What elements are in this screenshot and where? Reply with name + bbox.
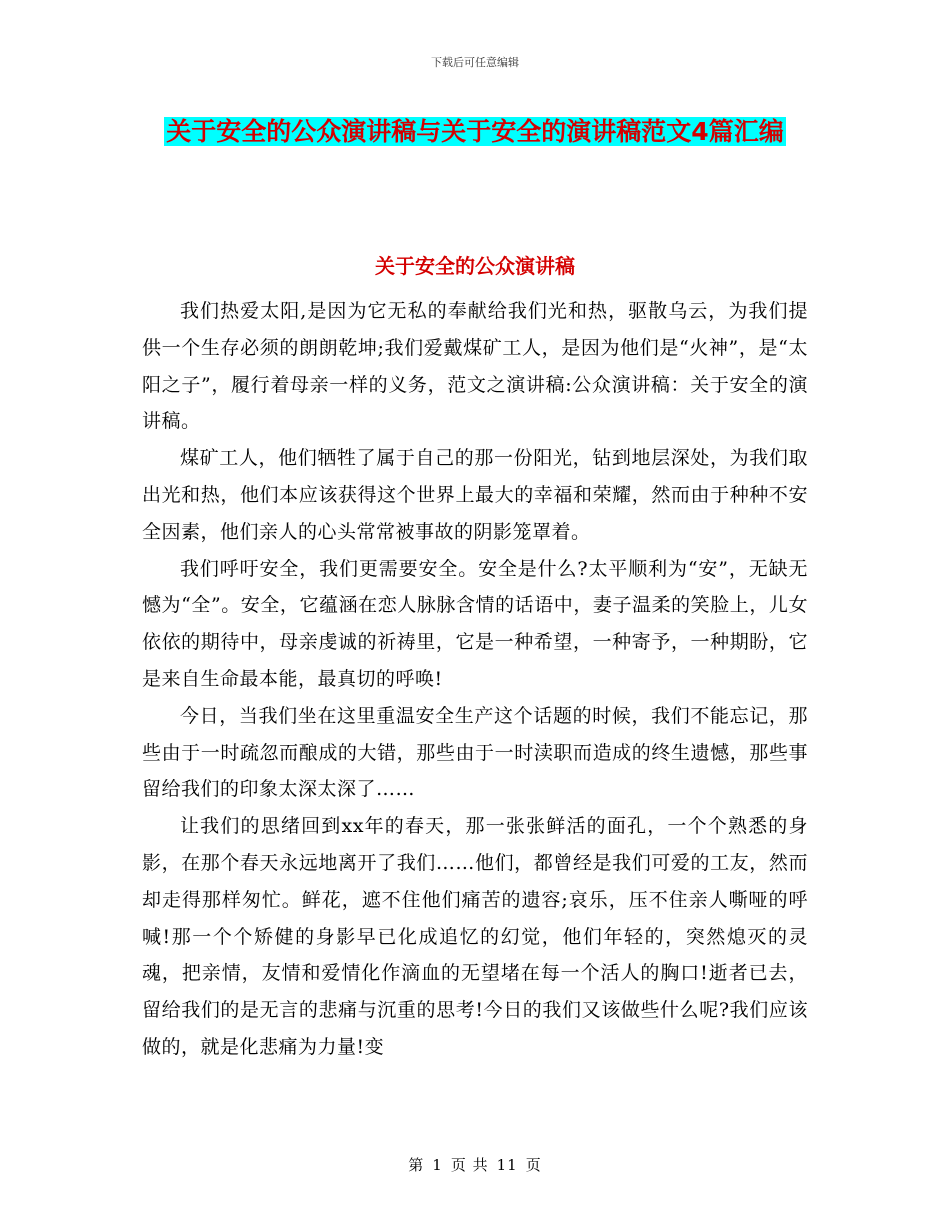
page-total: 11 <box>496 1156 518 1174</box>
document-title-text: 关于安全的公众演讲稿与关于安全的演讲稿范文4篇汇编 <box>166 117 784 146</box>
paragraph: 让我们的思绪回到xx年的春天，那一张张鲜活的面孔，一个个熟悉的身影，在那个春天永远地离开了我们……他们，都曾经是我们可爱的工友，然而却走得那样匆忙。鲜花，遮不住他们痛苦的遗容;哀乐，压不住亲人嘶哑的呼喊!那一个个矫健的身影早已化成追忆的幻觉，他们年轻的，突然熄灭的灵魂，把亲情，友情和爱情化作滴血的无望堵在每一个活人的胸口!逝者已去，留给我们的是无言的悲痛与沉重的思考!今日的我们又该做些什么呢?我们应该做的，就是化悲痛为力量!变 <box>142 815 808 1058</box>
page-middle: 页 共 <box>450 1156 489 1174</box>
paragraph: 我们呼吁安全，我们更需要安全。安全是什么?太平顺利为“安”，无缺无憾为“全”。安全，它蕴涵在恋人脉脉含情的话语中，妻子温柔的笑脸上，儿女依依的期待中，母亲虔诚的祈祷里，它是一种希望，一种寄予，一种期盼，它是来自生命最本能，最真切的呼唤! <box>142 557 808 690</box>
page-suffix: 页 <box>525 1156 542 1174</box>
document-title <box>140 110 810 154</box>
section-title: 关于安全的公众演讲稿 <box>375 254 575 278</box>
page-prefix: 第 <box>408 1156 425 1174</box>
paragraph: 今日，当我们坐在这里重温安全生产这个话题的时候，我们不能忘记，那些由于一时疏忽而酿成的大错，那些由于一时渎职而造成的终生遗憾，那些事留给我们的印象太深太深了…… <box>142 704 808 801</box>
page-footer <box>0 1154 950 1175</box>
header-note: 下载后可任意编辑 <box>431 56 519 69</box>
paragraph: 煤矿工人，他们牺牲了属于自己的那一份阳光，钻到地层深处，为我们取出光和热，他们本应该获得这个世界上最大的幸福和荣耀，然而由于种种不安全因素，他们亲人的心头常常被事故的阴影笼罩着。 <box>142 447 808 543</box>
body-text <box>142 293 808 1066</box>
paragraph: 我们热爱太阳,是因为它无私的奉献给我们光和热，驱散乌云，为我们提供一个生存必须的朗朗乾坤;我们爱戴煤矿工人，是因为他们是“火神”，是“太阳之子”，履行着母亲一样的义务，范文之演讲稿:公众演讲稿：关于安全的演讲稿。 <box>142 300 808 433</box>
page-current: 1 <box>432 1156 443 1174</box>
